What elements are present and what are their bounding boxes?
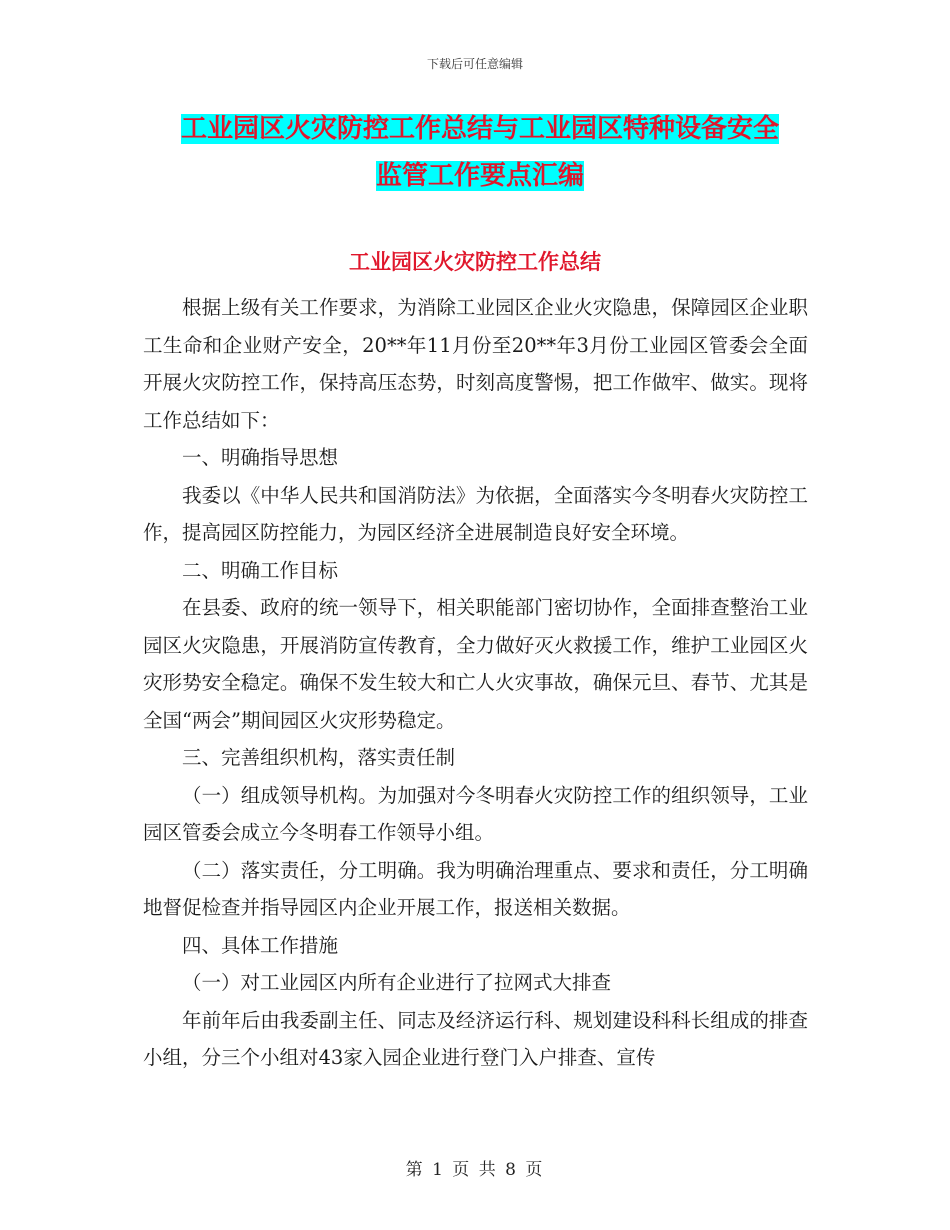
paragraph: 我委以《中华人民共和国消防法》为依据，全面落实今冬明春火灾防控工作，提高园区防控能力，为园区经济全进展制造良好安全环境。: [143, 483, 808, 544]
heading-1: 一、明确指导思想: [182, 446, 339, 469]
heading-2: 二、明确工作目标: [182, 558, 339, 582]
header-note: 下载后可任意编辑: [426, 57, 523, 71]
document-title: [150, 106, 810, 200]
heading-4: 四、具体工作措施: [182, 933, 339, 957]
title-line-2: 监管工作要点汇编: [375, 161, 584, 191]
page-footer: 第 1 页 共 8 页: [405, 1160, 545, 1180]
paragraph: 年前年后由我委副主任、同志及经济运行科、规划建设科科长组成的排查小组，分三个小组对43家入园企业进行登门入户排查、宣传: [143, 1008, 808, 1069]
heading-3: 三、完善组织机构，落实责任制: [182, 746, 456, 769]
paragraph: （二）落实责任，分工明确。我为明确治理重点、要求和责任，分工明确地督促检查并指导园区内企业开展工作，报送相关数据。: [143, 858, 808, 919]
title-line-1: 工业园区火灾防控工作总结与工业园区特种设备安全: [180, 114, 779, 144]
section-title: 工业园区火灾防控工作总结: [349, 250, 601, 274]
paragraph: 在县委、政府的统一领导下，相关职能部门密切协作，全面排查整治工业园区火灾隐患，开展消防宣传教育，全力做好灭火救援工作，维护工业园区火灾形势安全稳定。确保不发生较大和亡人火灾事故，确保元旦、春节、尤其是全国“两会”期间园区火灾形势稳定。: [143, 596, 808, 732]
document-body: [143, 289, 808, 1077]
paragraph: （一）组成领导机构。为加强对今冬明春火灾防控工作的组织领导，工业园区管委会成立今冬明春工作领导小组。: [143, 783, 808, 844]
paragraph: 根据上级有关工作要求，为消除工业园区企业火灾隐患，保障园区企业职工生命和企业财产安全，20**年11月份至20**年3月份工业园区管委会全面开展火灾防控工作，保持高压态势，时刻高度警惕，把工作做牢、做实。现将工作总结如下：: [143, 296, 808, 432]
sub-heading: （一）对工业园区内所有企业进行了拉网式大排查: [182, 971, 612, 994]
